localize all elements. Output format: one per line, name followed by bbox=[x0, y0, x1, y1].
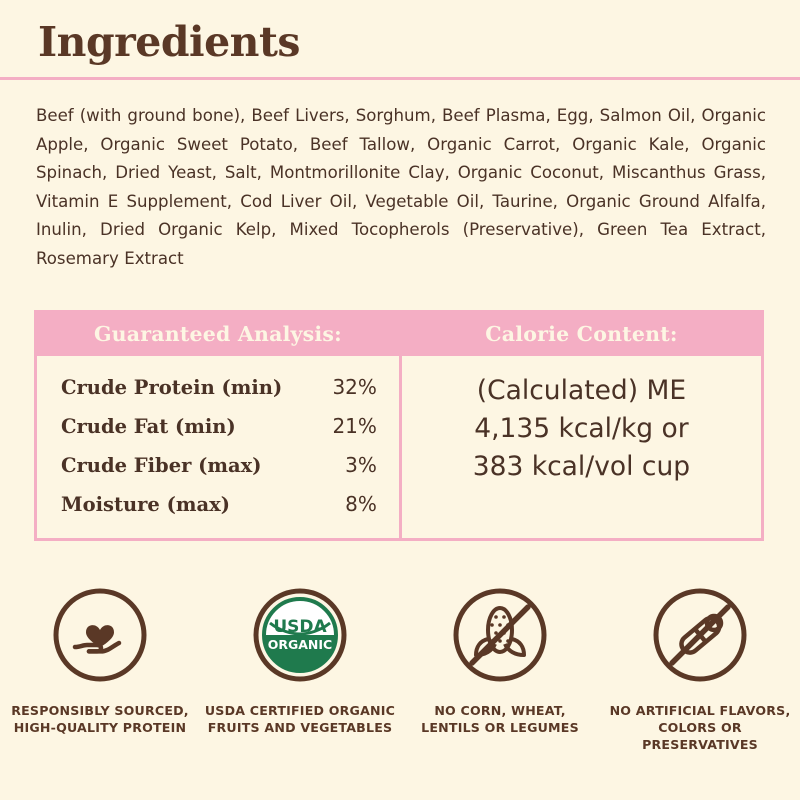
calorie-content-column bbox=[402, 313, 761, 538]
badge-caption bbox=[0, 702, 200, 736]
badge-caption-line-2: COLORS OR PRESERVATIVES bbox=[642, 720, 758, 752]
row-value: 3% bbox=[345, 453, 377, 477]
badge-caption-line-2: FRUITS AND VEGETABLES bbox=[207, 720, 393, 735]
page-title: Ingredients bbox=[38, 18, 301, 66]
badge-caption-line-1: RESPONSIBLY SOURCED, bbox=[11, 703, 189, 718]
badge-no-corn bbox=[400, 580, 600, 753]
badge-responsibly-sourced bbox=[0, 580, 200, 753]
badge-caption bbox=[600, 702, 800, 753]
svg-text:USDA: USDA bbox=[273, 617, 327, 637]
table-row bbox=[61, 446, 377, 485]
badge-usda-organic bbox=[200, 580, 400, 753]
badge-caption-line-1: USDA CERTIFIED ORGANIC bbox=[204, 703, 396, 718]
calorie-line-2: 4,135 kcal/kg or bbox=[474, 413, 689, 444]
badge-caption-line-2: LENTILS OR LEGUMES bbox=[421, 720, 579, 735]
no-artificial-additives-icon bbox=[600, 580, 800, 690]
row-label: Crude Protein (min) bbox=[61, 376, 283, 399]
badge-caption-line-1: NO ARTIFICIAL FLAVORS, bbox=[609, 703, 791, 718]
table-row bbox=[61, 368, 377, 407]
row-label: Moisture (max) bbox=[61, 493, 230, 516]
analysis-panel bbox=[34, 310, 764, 541]
hand-heart-icon bbox=[0, 580, 200, 690]
badge-caption-line-1: NO CORN, WHEAT, bbox=[434, 703, 566, 718]
badge-caption bbox=[200, 702, 400, 736]
calorie-line-1: (Calculated) ME bbox=[476, 375, 687, 406]
calorie-line-3: 383 kcal/vol cup bbox=[472, 451, 691, 482]
guaranteed-analysis-rows bbox=[37, 356, 399, 538]
badge-caption-line-2: HIGH-QUALITY PROTEIN bbox=[13, 720, 187, 735]
row-value: 32% bbox=[332, 375, 377, 399]
calorie-content-body bbox=[402, 356, 761, 504]
table-row bbox=[61, 407, 377, 446]
guaranteed-analysis-column bbox=[37, 313, 402, 538]
ingredients-text: Beef (with ground bone), Beef Livers, Sorghum, Beef Plasma, Egg, Salmon Oil, Organic Apple, Organic Sweet Potato, Beef Tallow, Organic Carrot, Organic Kale, Organic Spinach, Dried Yeast, Salt, Montmorillonite Clay, Organic Coconut, Miscanthus Grass, Vitamin E Supplement, Cod Liver Oil, Vegetable Oil, Taurine, Organic Ground Alfalfa, Inulin, Dried Organic Kelp, Mixed Tocopherols (Preservative), Green Tea Extract, Rosemary Extract bbox=[36, 106, 766, 268]
calorie-content-heading: Calorie Content: bbox=[402, 313, 761, 356]
row-value: 21% bbox=[332, 414, 377, 438]
row-label: Crude Fiber (max) bbox=[61, 454, 262, 477]
badge-no-artificial bbox=[600, 580, 800, 753]
usda-organic-seal-icon bbox=[200, 580, 400, 690]
guaranteed-analysis-heading: Guaranteed Analysis: bbox=[37, 313, 399, 356]
badge-caption bbox=[400, 702, 600, 736]
svg-text:ORGANIC: ORGANIC bbox=[267, 637, 333, 652]
no-corn-icon bbox=[400, 580, 600, 690]
badge-row bbox=[0, 580, 800, 753]
row-label: Crude Fat (min) bbox=[61, 415, 236, 438]
row-value: 8% bbox=[345, 492, 377, 516]
table-row bbox=[61, 485, 377, 524]
